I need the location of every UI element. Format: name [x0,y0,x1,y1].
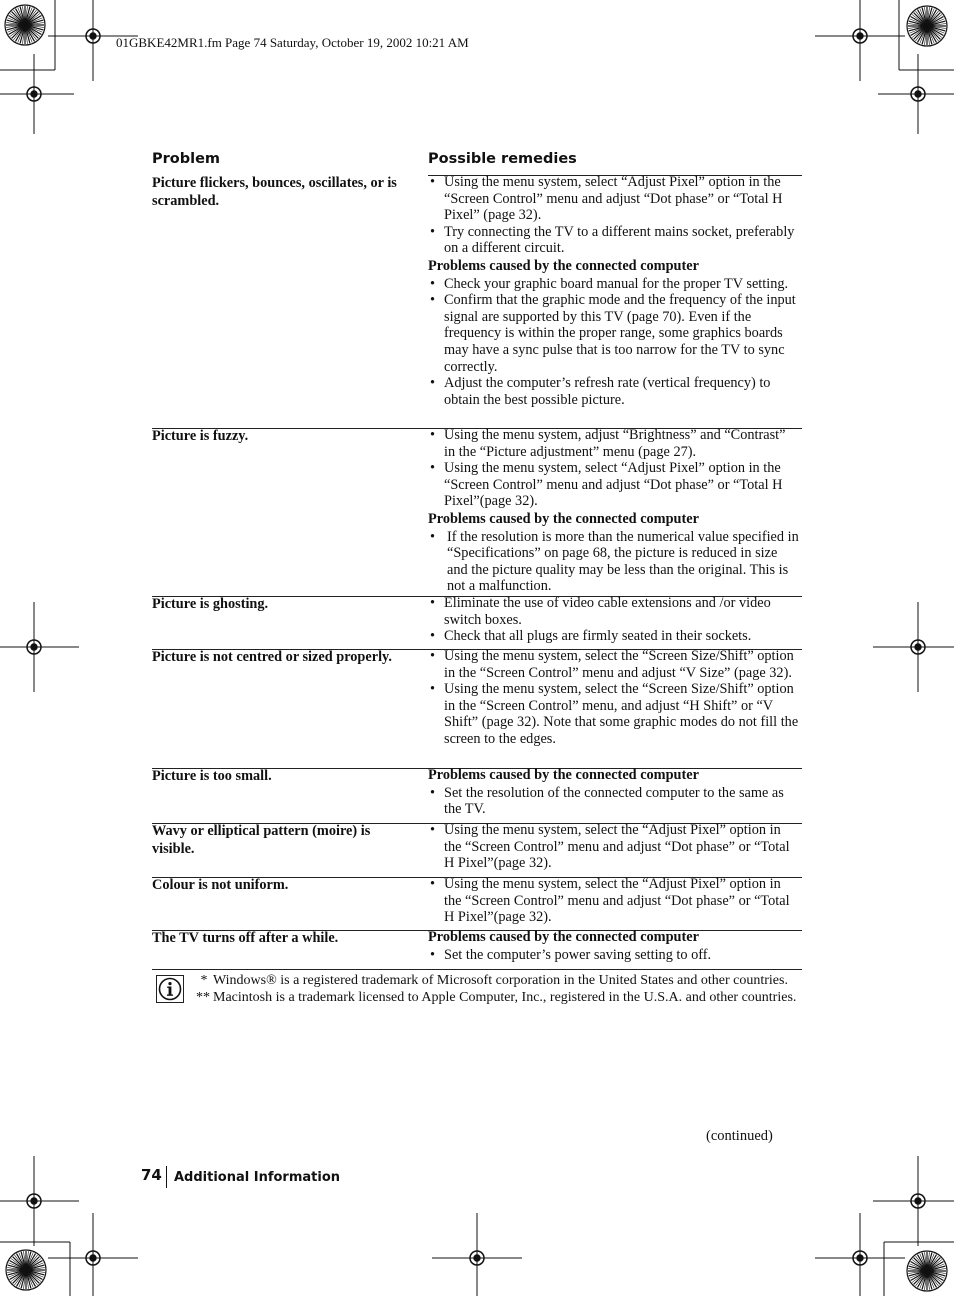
remedy-item: • Using the menu system, select “Adjust Pixel” option in the “Screen Control” menu and adjust “Dot phase” or “Total H Pixel” (page 32). [428,174,800,224]
remedy-item: • Set the resolution of the connected computer to the same as the TV. [428,785,800,818]
remedy-item: • Using the menu system, adjust “Brightness” and “Contrast” in the “Picture adjustment” menu (page 27). [428,427,800,460]
remedy-item: • If the resolution is more than the numerical value specified in “Specifications” on page 68, the picture is reduced in size and the picture quality may be less than the original. This is not a malfunction. [428,529,800,595]
remedy-cell [428,427,800,595]
footnotes [196,973,802,1006]
problem-cell: Picture flickers, bounces, oscillates, or is scrambled. [152,175,397,209]
remedy-cell [428,174,800,408]
remedy-item: • Check that all plugs are firmly seated in their sockets. [428,628,800,645]
remedy-subheading: Problems caused by the connected computer [428,257,699,274]
file-header-line: 01GBKE42MR1.fm Page 74 Saturday, October 19, 2002 10:21 AM [116,35,469,50]
page-number-divider [166,1166,167,1188]
remedy-item: • Set the computer’s power saving setting to off. [428,947,800,964]
problem-cell: Picture is ghosting. [152,596,269,612]
remedy-item: • Using the menu system, select “Adjust Pixel” option in the “Screen Control” menu and adjust “Dot phase” or “Total H Pixel”(page 32). [428,460,800,510]
footnote-text: Macintosh is a trademark licensed to Apple Computer, Inc., registered in the U.S.A. and other countries. [213,989,797,1005]
continued-label: (continued) [706,1128,773,1144]
footnote-mark: * [200,973,208,988]
remedy-item: • Adjust the computer’s refresh rate (vertical frequency) to obtain the best possible picture. [428,375,800,408]
remedy-item: • Using the menu system, select the “Adjust Pixel” option in the “Screen Control” menu and adjust “Dot phase” or “Total H Pixel”(page 32). [428,876,800,926]
footnote-text: Windows® is a registered trademark of Microsoft corporation in the United States and other countries. [213,973,788,988]
column-header-remedies: Possible remedies [428,151,577,167]
remedy-subheading: Problems caused by the connected computer [428,767,699,783]
problem-cell: Picture is not centred or sized properly. [152,649,392,665]
column-header-problem: Problem [152,151,221,167]
problem-cell: Wavy or elliptical pattern (moire) is visible. [152,823,371,857]
remedy-item: • Using the menu system, select the “Adjust Pixel” option in the “Screen Control” menu and adjust “Dot phase” or “Total H Pixel”(page 32). [428,822,800,872]
remedy-cell [428,595,800,645]
page-number: 74 [141,1166,162,1184]
section-name: Additional Information [174,1170,341,1185]
remedy-cell [428,648,800,748]
info-icon [156,975,184,1003]
remedy-item: • Eliminate the use of video cable extensions and /or video switch boxes. [428,595,800,628]
remedy-cell [428,876,800,926]
remedy-item: • Check your graphic board manual for the proper TV setting. [428,276,800,293]
footnote-mark: ** [196,989,210,1005]
remedy-item: • Try connecting the TV to a different mains socket, preferably on a different circuit. [428,224,800,257]
remedy-cell [428,767,800,818]
footnote [196,973,802,990]
notes-divider [152,969,802,970]
remedy-item: • Using the menu system, select the “Screen Size/Shift” option in the “Screen Control” menu, and adjust “H Shift” or “V Shift” (page 32). Note that some graphic modes do not fill the screen to the edges. [428,681,800,747]
remedy-cell [428,929,800,963]
remedy-cell [428,822,800,872]
remedy-item: • Using the menu system, select the “Screen Size/Shift” option in the “Screen Control” menu and adjust “V Size” (page 32). [428,648,800,681]
problem-cell: Colour is not uniform. [152,877,289,893]
remedy-subheading: Problems caused by the connected computer [428,929,699,945]
problem-cell: Picture is too small. [152,768,272,784]
remedy-item: • Confirm that the graphic mode and the frequency of the input signal are supported by this TV (page 70). Even if the frequency is within the proper range, some graphics boards may have a sync pulse that is too narrow for the TV to sync correctly. [428,292,800,375]
remedy-subheading: Problems caused by the connected computer [428,510,699,527]
problem-cell: The TV turns off after a while. [152,930,339,946]
problem-cell: Picture is fuzzy. [152,428,249,444]
footnote [196,990,802,1007]
